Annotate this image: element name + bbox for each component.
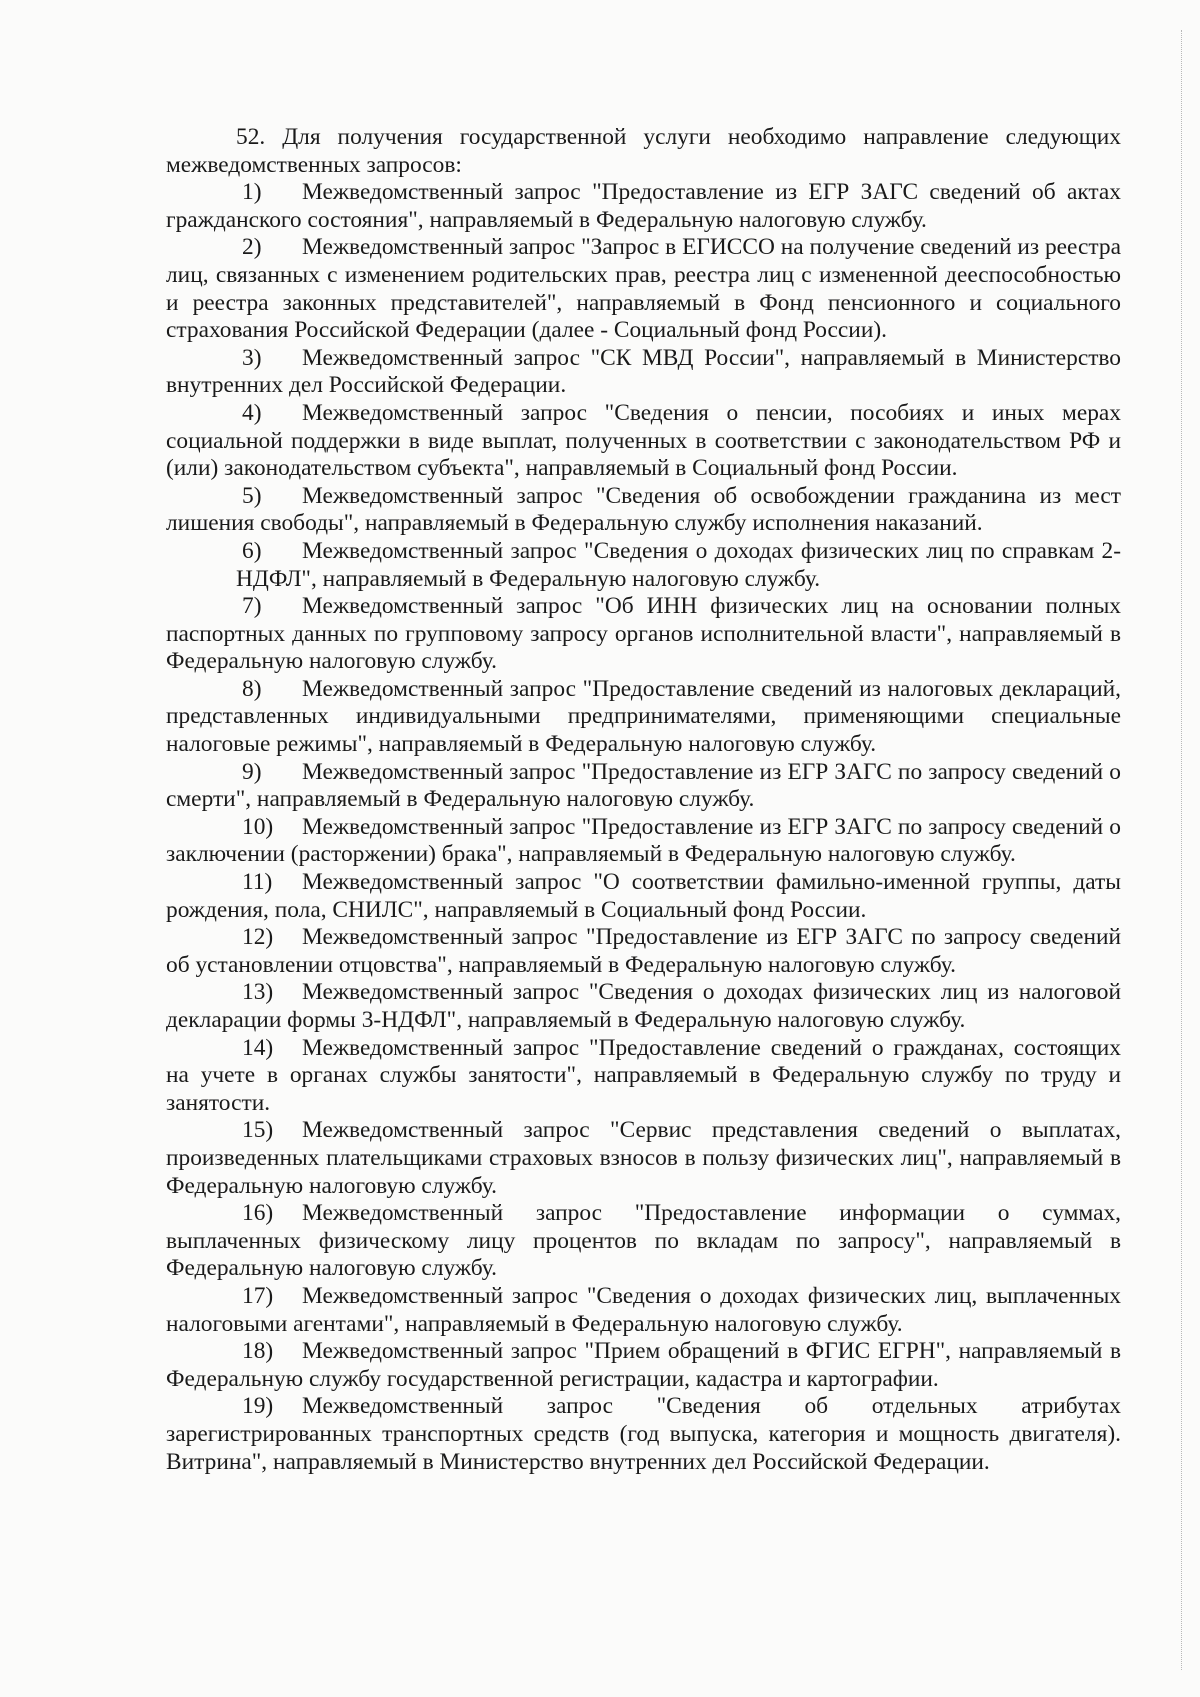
list-item	[166, 1117, 1121, 1200]
request-list	[166, 179, 1121, 1476]
list-item-number: 11)	[242, 869, 273, 896]
list-item-number: 5)	[242, 482, 262, 509]
list-item	[166, 483, 1121, 538]
list-item	[166, 814, 1121, 869]
list-item-number: 4)	[242, 399, 262, 426]
list-item-text: Межведомственный запрос "Предоставление сведений из налоговых деклараций, представленных индивидуальными предпринимателями, применяющими специальные налоговые режимы", направляемый в Федеральную налоговую службу.	[166, 675, 1121, 758]
list-item-text: Межведомственный запрос "Предоставление сведений о гражданах, состоящих на учете в органах службы занятости", направляемый в Федеральную службу по труду и занятости.	[166, 1034, 1121, 1116]
list-item	[166, 538, 1121, 593]
list-item-number: 9)	[242, 758, 262, 785]
list-item-text: Межведомственный запрос "СК МВД России", направляемый в Министерство внутренних дел Российской Федерации.	[166, 344, 1121, 399]
list-item-number: 6)	[242, 537, 262, 564]
list-item-number: 1)	[242, 179, 262, 206]
list-item-number: 13)	[242, 979, 274, 1006]
scan-edge-divider	[1181, 30, 1182, 1670]
list-item	[166, 1393, 1121, 1476]
list-item-text: Межведомственный запрос "Предоставление из ЕГР ЗАГС сведений об актах гражданского состояния", направляемый в Федеральную налоговую службу.	[166, 179, 1121, 233]
list-item-number: 10)	[242, 813, 274, 840]
list-item-text: Межведомственный запрос "Прием обращений в ФГИС ЕГРН", направляемый в Федеральную службу государственной регистрации, кадастра и картографии.	[166, 1338, 1121, 1392]
list-item-text: Межведомственный запрос "Запрос в ЕГИССО на получение сведений из реестра лиц, связанных с изменением родительских прав, реестра лиц с измененной дееспособностью и реестра законных представителей", направляемый в Фонд пенсионного и социального страхования Российской Федерации (далее - Социальный фонд России).	[166, 234, 1121, 344]
list-item	[166, 676, 1121, 759]
list-item	[166, 924, 1121, 979]
list-item-number: 2)	[242, 234, 262, 261]
list-item	[166, 1200, 1121, 1283]
list-item-number: 19)	[242, 1393, 274, 1420]
document-body	[166, 124, 1121, 1476]
list-item	[166, 869, 1121, 924]
list-item	[166, 759, 1121, 814]
list-item-text: Межведомственный запрос "Сервис представления сведений о выплатах, произведенных плательщиками страховых взносов в пользу физических лиц", направляемый в Федеральную налоговую службу.	[166, 1117, 1121, 1199]
list-item-number: 3)	[242, 344, 262, 371]
list-item	[166, 593, 1121, 676]
list-item-text: Межведомственный запрос "О соответствии фамильно-именной группы, даты рождения, пола, СНИЛС", направляемый в Социальный фонд России.	[166, 869, 1121, 923]
list-item-text: Межведомственный запрос "Сведения об отдельных атрибутах зарегистрированных транспортных средств (год выпуска, категория и мощность двигателя). Витрина", направляемый в Министерство внутренних дел Российской Федерации.	[166, 1393, 1121, 1475]
list-item-text: Межведомственный запрос "Сведения о пенсии, пособиях и иных мерах социальной поддержки в виде выплат, полученных в соответствии с законодательством РФ и (или) законодательством субъекта", направляемый в Социальный фонд России.	[166, 399, 1121, 482]
list-item-text: Межведомственный запрос "Предоставление информации о суммах, выплаченных физическому лицу процентов по вкладам по запросу", направляемый в Федеральную налоговую службу.	[166, 1200, 1121, 1282]
list-item-text: Межведомственный запрос "Сведения о доходах физических лиц из налоговой декларации формы 3-НДФЛ", направляемый в Федеральную налоговую службу.	[166, 979, 1121, 1033]
list-item-text: Межведомственный запрос "Сведения об освобождении гражданина из мест лишения свободы", направляемый в Федеральную службу исполнения наказаний.	[166, 482, 1121, 537]
list-item	[166, 179, 1121, 234]
list-item-text: Межведомственный запрос "Предоставление из ЕГР ЗАГС по запросу сведений о смерти", направляемый в Федеральную налоговую службу.	[166, 758, 1121, 813]
list-item	[166, 234, 1121, 344]
list-item-number: 7)	[242, 593, 262, 620]
list-item-number: 16)	[242, 1200, 274, 1227]
list-item	[166, 979, 1121, 1034]
list-item-text: Межведомственный запрос "Сведения о доходах физических лиц, выплаченных налоговыми агентами", направляемый в Федеральную налоговую службу.	[166, 1282, 1121, 1337]
intro-paragraph: 52. Для получения государственной услуги необходимо направление следующих межведомственных запросов:	[166, 124, 1121, 178]
list-item-number: 15)	[242, 1117, 274, 1144]
list-item-number: 17)	[242, 1282, 274, 1309]
list-item-text: Межведомственный запрос "Сведения о доходах физических лиц по справкам 2-НДФЛ", направляемый в Федеральную налоговую службу.	[236, 537, 1121, 592]
list-item	[166, 1035, 1121, 1118]
list-item-number: 12)	[242, 924, 274, 951]
list-item-number: 8)	[242, 675, 262, 702]
list-item	[166, 1338, 1121, 1393]
list-item	[166, 400, 1121, 483]
list-item-number: 14)	[242, 1034, 274, 1061]
list-item-text: Межведомственный запрос "Предоставление из ЕГР ЗАГС по запросу сведений о заключении (расторжении) брака", направляемый в Федеральную налоговую службу.	[166, 813, 1121, 868]
list-item-text: Межведомственный запрос "Предоставление из ЕГР ЗАГС по запросу сведений об установлении отцовства", направляемый в Федеральную налоговую службу.	[166, 924, 1121, 978]
list-item-number: 18)	[242, 1338, 274, 1365]
list-item	[166, 345, 1121, 400]
list-item	[166, 1283, 1121, 1338]
list-item-text: Межведомственный запрос "Об ИНН физических лиц на основании полных паспортных данных по групповому запросу органов исполнительной власти", направляемый в Федеральную налоговую службу.	[166, 593, 1121, 675]
